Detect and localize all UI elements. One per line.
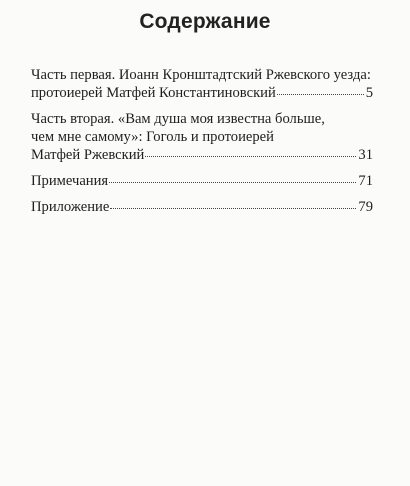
- toc-entry-last-line: [31, 198, 373, 216]
- dot-leader: [110, 198, 356, 209]
- toc-entry-text: Часть первая. Иоанн Кронштадтский Ржевского уезда:: [31, 67, 371, 83]
- page-title: Содержание: [139, 10, 271, 33]
- toc-entry-text: чем мне самому»: Гоголь и протоиерей: [31, 129, 274, 145]
- toc-entry-text: протоиерей Матфей Константиновский: [31, 85, 276, 101]
- page-number: 71: [358, 173, 373, 189]
- toc-entry-text: Часть вторая. «Вам душа моя известна больше,: [31, 111, 325, 127]
- page-number: 31: [358, 147, 373, 163]
- toc-entry-text: Матфей Ржевский: [31, 147, 145, 163]
- toc-entry-text: Приложение: [31, 199, 110, 215]
- toc-entry-appendix: [31, 198, 373, 216]
- dot-leader: [277, 84, 364, 95]
- dot-leader: [145, 146, 356, 157]
- toc-entry-last-line: [31, 172, 373, 190]
- table-of-contents: [31, 66, 373, 216]
- toc-entry-text: Примечания: [31, 173, 109, 189]
- page-number: 79: [358, 199, 373, 215]
- toc-entry-part-one: [31, 66, 373, 102]
- toc-entry-last-line: [31, 146, 373, 164]
- toc-entry-last-line: [31, 84, 373, 102]
- dot-leader: [109, 172, 356, 183]
- toc-entry-notes: [31, 172, 373, 190]
- page-number: 5: [365, 85, 373, 101]
- toc-entry-part-two: [31, 110, 373, 164]
